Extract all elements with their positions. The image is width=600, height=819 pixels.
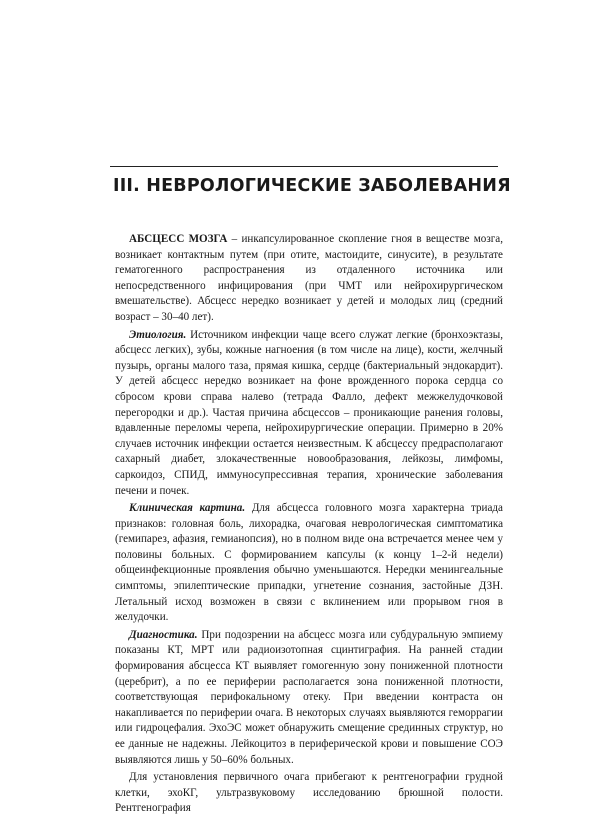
heading-diagnostics: Диагностика. — [129, 628, 198, 641]
paragraph-text: Для абсцесса головного мозга характерна триада признаков: головная боль, лихорадка, очаговая неврологическая симптоматика (гемипарез, афазия, гемианопсия), но в полном виде она встречается менее чем у половины больных. С формированием капсулы (к концу 1–2-й недели) общеинфекционные проявления обычно уменьшаются. Нередки менингеальные симптомы, эпилептические припадки, угнетение сознания, застойные ДЗН. Летальный исход возможен в связи с вклинением или прорывом гноя в желудочки. — [115, 502, 503, 624]
paragraph-text: Источником инфекции чаще всего служат легкие (бронхоэктазы, абсцесс легких), зубы, кожные нагноения (в том числе на лице), кости, желчный пузырь, органы малого таза, прямая кишка, сердце (бактериальный эндокардит). У детей абсцесс нередко возникает на фоне врожденного порока сердца со сбросом крови справа налево (тетрада Фалло, дефект межжелудочковой перегородки и др.). Частая причина абсцессов – проникающие ранения головы, вдавленные переломы черепа, нейрохирургические операции. Примерно в 20% случаев источник инфекции остается неизвестным. К абсцессу предрасполагают сахарный диабет, злокачественные новообразования, лейкозы, лимфомы, саркоидоз, СПИД, иммуносупрессивная терапия, хронические заболевания печени и почек. — [115, 328, 503, 497]
paragraph-primary-focus — [115, 770, 503, 817]
paragraph-text: – инкапсулированное скопление гноя в веществе мозга, возникает контактным путем (при отите, мастоидите, синуситe), в результате гематогенного распространения из отдаленного источника или непосредственного инфицирования (при ЧМТ или нейрохирургическом вмешательстве). Абсцесс нередко возникает у детей и молодых лиц (средний возраст – 30–40 лет). — [115, 233, 503, 323]
chapter-body — [115, 232, 503, 819]
paragraph-etiology — [115, 328, 503, 500]
paragraph-text: При подозрении на абсцесс мозга или субдуральную эмпиему показаны КТ, МРТ или радиоизотопная сцинтиграфия. На ранней стадии формирования абсцесса КТ выявляет гомогенную зону пониженной плотности (церебрит), а по ее периферии располагается зона пониженной плотности, соответствующая перифокальному отеку. При введении контраста он накапливается по периферии очага. В некоторых случаях выявляются геморрагии или гидроцефалия. ЭхоЭС может обнаружить смещение срединных структур, но ее данные не надежны. Лейкоцитоз в периферической крови и повышение СОЭ выявляются лишь у 50–60% больных. — [115, 628, 503, 766]
paragraph-text: Для установления первичного очага прибегают к рентгенографии грудной клетки, эхоКГ, ультразвуковому исследованию брюшной полости. Рентгенография — [115, 771, 503, 815]
term-brain-abscess: АБСЦЕСС МОЗГА — [129, 233, 228, 245]
chapter-rule — [110, 166, 498, 167]
paragraph-clinical-picture — [115, 501, 503, 626]
heading-etiology: Этиология. — [129, 328, 187, 341]
heading-clinical-picture: Клиническая картина. — [129, 502, 246, 515]
paragraph-definition — [115, 232, 503, 326]
chapter-title: III. НЕВРОЛОГИЧЕСКИЕ ЗАБОЛЕВАНИЯ — [113, 176, 511, 196]
paragraph-diagnostics — [115, 628, 503, 768]
